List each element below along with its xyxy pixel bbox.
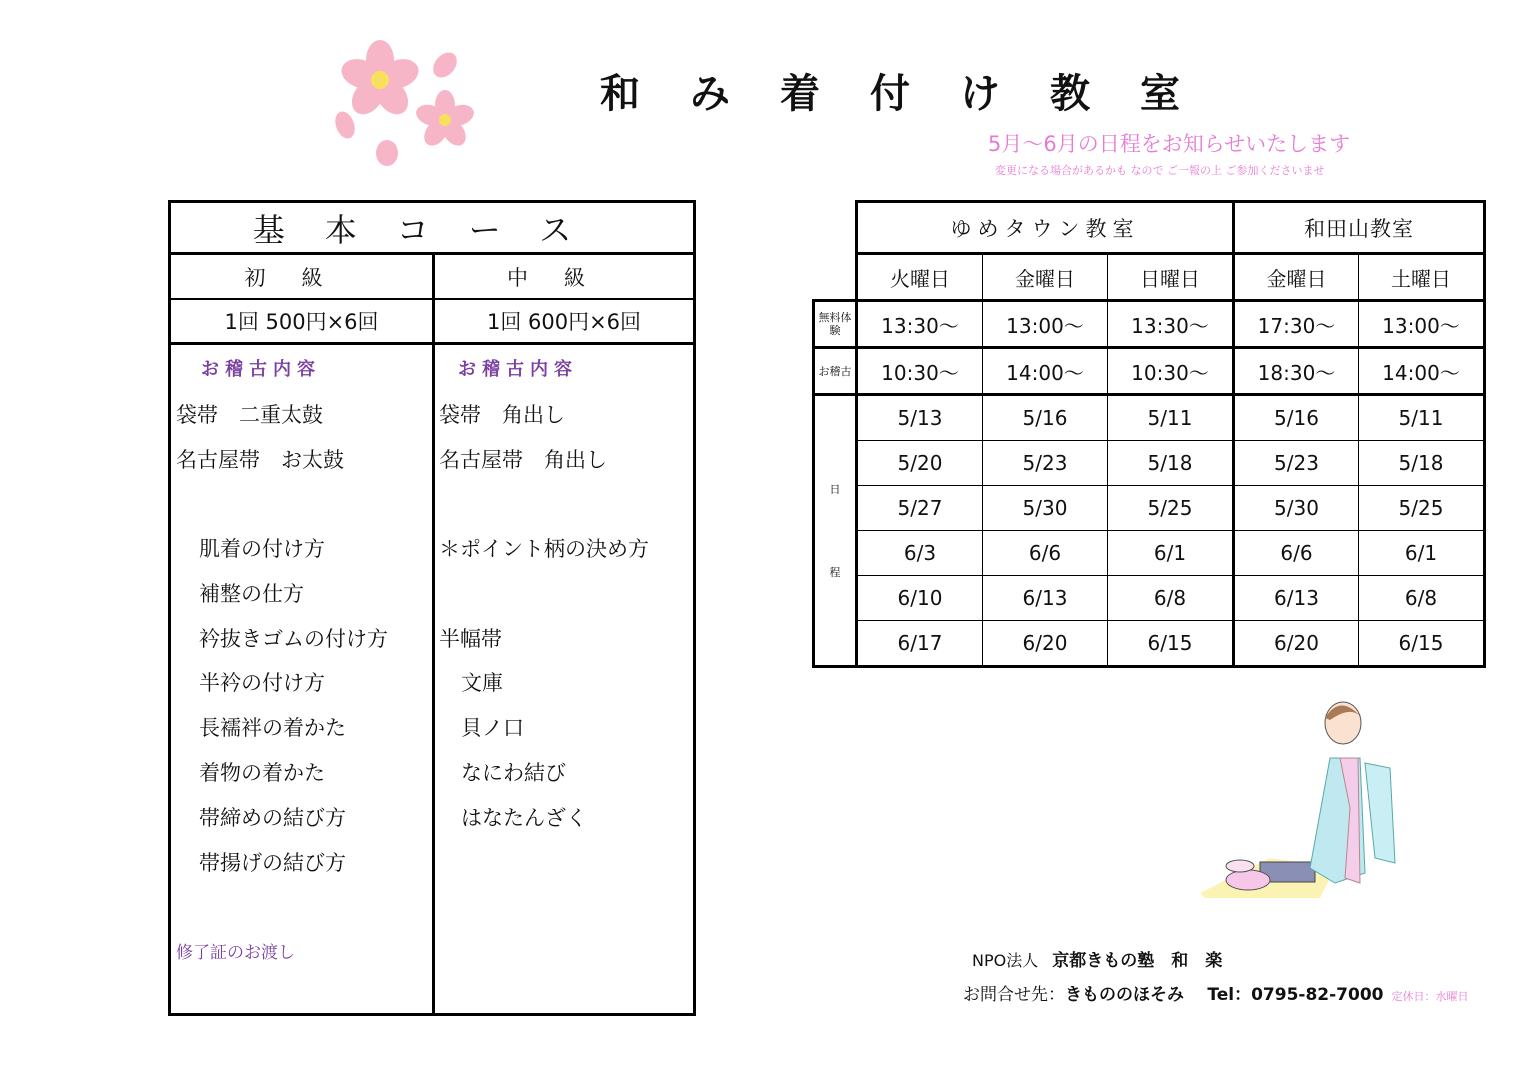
schedule-label-1: 日	[829, 482, 841, 496]
list-item: なにわ結び	[461, 761, 566, 785]
beginner-label: 初級	[244, 265, 359, 290]
date-cell: 6/1	[1359, 531, 1485, 576]
list-item: はなたんざく	[461, 806, 587, 830]
date-cell: 5/25	[1108, 486, 1234, 531]
date-cell: 5/11	[1108, 395, 1234, 441]
lesson-label: お稽古	[814, 348, 857, 395]
date-cell: 6/13	[983, 576, 1108, 621]
date-cell: 5/16	[1234, 395, 1359, 441]
schedule-notice-sub: 変更になる場合があるかも なので ご一報の上 ご参加くださいませ	[995, 164, 1325, 177]
date-cell: 6/6	[983, 531, 1108, 576]
trial-time: 13:00～	[1359, 301, 1485, 348]
list-item: 補整の仕方	[199, 582, 304, 606]
organization-line	[972, 946, 1222, 971]
date-cell: 5/18	[1108, 441, 1234, 486]
list-item: 文庫	[461, 671, 503, 695]
trial-time: 13:30～	[1108, 301, 1234, 348]
date-cell: 6/13	[1234, 576, 1359, 621]
date-cell: 5/18	[1359, 441, 1485, 486]
intermediate-label: 中級	[507, 265, 621, 290]
beginner-price: 1回 500円×6回	[224, 310, 379, 334]
beginner-content-label: お稽古内容	[201, 359, 321, 380]
lesson-time: 14:00～	[983, 348, 1108, 395]
certificate-note: 修了証のお渡し	[176, 943, 295, 963]
day-header: 土曜日	[1359, 254, 1485, 301]
date-cell: 5/25	[1359, 486, 1485, 531]
list-item: 帯揚げの結び方	[199, 851, 346, 875]
classroom-yumetown: ゆめタウン教室	[857, 202, 1234, 254]
classroom-wadayama: 和田山教室	[1234, 202, 1485, 254]
contact-line	[963, 980, 1469, 1005]
list-item: 長襦袢の着かた	[199, 716, 346, 740]
list-item: 着物の着かた	[199, 761, 325, 785]
date-cell: 6/8	[1108, 576, 1234, 621]
trial-time: 13:30～	[857, 301, 983, 348]
day-header: 日曜日	[1108, 254, 1234, 301]
lesson-time: 18:30～	[1234, 348, 1359, 395]
schedule-label-2: 程	[829, 565, 841, 579]
list-item: 袋帯 二重太鼓	[176, 403, 323, 427]
date-cell: 5/27	[857, 486, 983, 531]
date-cell: 6/3	[857, 531, 983, 576]
sakura-icon	[330, 35, 480, 170]
date-cell: 6/17	[857, 621, 983, 667]
closed-day: 定休日：水曜日	[1391, 990, 1469, 1003]
contact-label: お問合せ先：	[963, 985, 1065, 1005]
date-cell: 6/6	[1234, 531, 1359, 576]
course-header: 基本コース	[171, 203, 693, 255]
date-cell: 6/15	[1359, 621, 1485, 667]
list-item: 袋帯 角出し	[439, 403, 565, 427]
schedule-table	[812, 200, 1486, 668]
lesson-time: 14:00～	[1359, 348, 1485, 395]
date-cell: 5/30	[1234, 486, 1359, 531]
date-cell: 5/13	[857, 395, 983, 441]
date-cell: 5/30	[983, 486, 1108, 531]
date-cell: 6/20	[983, 621, 1108, 667]
date-cell: 6/8	[1359, 576, 1485, 621]
date-cell: 5/20	[857, 441, 983, 486]
list-item: 半衿の付け方	[199, 671, 325, 695]
kimono-woman-illustration	[1200, 698, 1405, 898]
page-title: 和み着付け教室	[600, 71, 1230, 117]
list-item: ＊ポイント柄の決め方	[439, 537, 649, 561]
date-cell: 6/1	[1108, 531, 1234, 576]
intermediate-price: 1回 600円×6回	[486, 310, 642, 334]
trial-time: 13:00～	[983, 301, 1108, 348]
lesson-time: 10:30～	[1108, 348, 1234, 395]
list-item: 衿抜きゴムの付け方	[199, 627, 388, 651]
date-cell: 6/10	[857, 576, 983, 621]
list-item: 帯締めの結び方	[199, 806, 346, 830]
trial-time: 17:30～	[1234, 301, 1359, 348]
date-cell: 5/16	[983, 395, 1108, 441]
list-item: 半幅帯	[439, 627, 502, 651]
date-cell: 5/23	[983, 441, 1108, 486]
list-item: 貝ノ口	[461, 716, 524, 740]
list-item: 名古屋帯 お太鼓	[176, 448, 344, 472]
org-name: 京都きもの塾 和 楽	[1052, 951, 1223, 971]
date-cell: 6/15	[1108, 621, 1234, 667]
contact-name: きもののほそみ	[1065, 985, 1184, 1005]
intermediate-content-label: お稽古内容	[458, 359, 578, 380]
day-header: 金曜日	[983, 254, 1108, 301]
day-header: 金曜日	[1234, 254, 1359, 301]
course-table	[168, 200, 696, 1016]
trial-label: 無料体験	[814, 301, 857, 348]
date-cell: 5/23	[1234, 441, 1359, 486]
org-prefix: NPO法人	[972, 951, 1039, 970]
contact-tel: Tel：0795-82-7000	[1207, 985, 1384, 1005]
list-item: 肌着の付け方	[199, 537, 325, 561]
date-cell: 6/20	[1234, 621, 1359, 667]
schedule-notice: 5月～6月の日程をお知らせいたします	[988, 132, 1351, 156]
list-item: 名古屋帯 角出し	[439, 448, 607, 472]
day-header: 火曜日	[857, 254, 983, 301]
schedule-label	[814, 395, 857, 667]
lesson-time: 10:30～	[857, 348, 983, 395]
date-cell: 5/11	[1359, 395, 1485, 441]
